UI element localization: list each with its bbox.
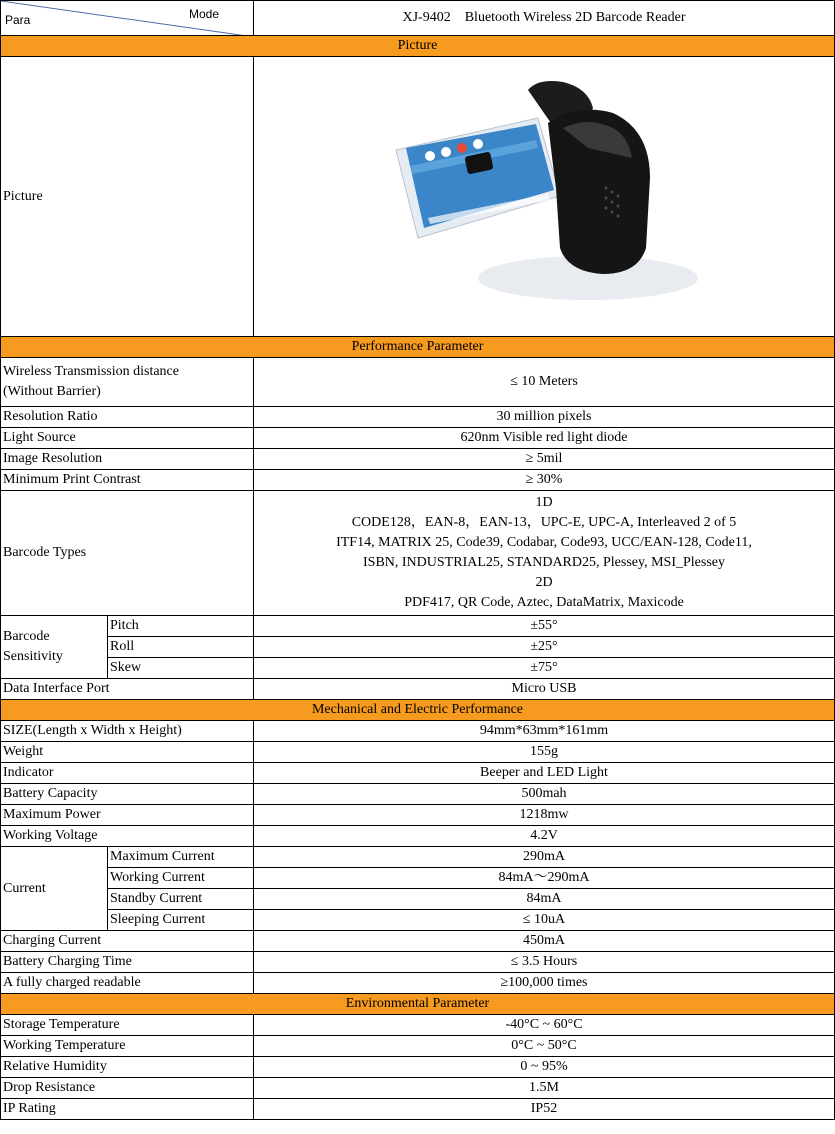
row-wireless-distance [1,358,835,407]
barcode-types-line: ITF14, MATRIX 25, Code39, Codabar, Code93, UCC/EAN-128, Code11, [336,535,752,550]
row-drop-resistance [1,1078,835,1099]
standby-current-value: 84mA [254,889,835,910]
barcode-scanner-photo-icon [388,78,700,316]
picture-row [1,57,835,337]
sleeping-current-value: ≤ 10uA [254,910,835,931]
pitch-value: ±55° [254,616,835,637]
row-battery-capacity [1,784,835,805]
product-picture-cell [254,57,835,337]
picture-label: Picture [1,57,254,337]
product-name: Bluetooth Wireless 2D Barcode Reader [464,10,686,25]
row-working-voltage [1,826,835,847]
weight-value: 155g [254,742,835,763]
wireless-label-line-1: Wireless Transmission distance [3,364,179,379]
working-current-value: 84mA～290mA [254,868,835,889]
row-readable-count [1,973,835,994]
indicator-value: Beeper and LED Light [254,763,835,784]
readable-count-value: ≥100,000 times [254,973,835,994]
row-sleeping-current [1,910,835,931]
working-temp-value: 0°C ~ 50°C [254,1036,835,1057]
mode-label: Mode [188,7,219,21]
battery-capacity-label: Battery Capacity [1,784,254,805]
storage-temp-value: -40°C ~ 60°C [254,1015,835,1036]
row-weight [1,742,835,763]
roll-value: ±25° [254,637,835,658]
section-title: Picture [1,36,835,57]
humidity-value: 0 ~ 95% [254,1057,835,1078]
barcode-types-line: PDF417, QR Code, Aztec, DataMatrix, Maxicode [404,595,684,610]
battery-capacity-value: 500mah [254,784,835,805]
max-power-label: Maximum Power [1,805,254,826]
ip-rating-label: IP Rating [1,1099,254,1120]
drop-resistance-label: Drop Resistance [1,1078,254,1099]
sensitivity-label-line-2: Sensitivity [3,649,63,664]
row-charging-current [1,931,835,952]
weight-label: Weight [1,742,254,763]
row-standby-current [1,889,835,910]
light-source-label: Light Source [1,428,254,449]
row-roll [1,637,835,658]
section-title: Environmental Parameter [1,994,835,1015]
working-temp-label: Working Temperature [1,1036,254,1057]
light-source-value: 620nm Visible red light diode [254,428,835,449]
image-resolution-value: ≥ 5mil [254,449,835,470]
data-interface-label: Data Interface Port [1,679,254,700]
skew-value: ±75° [254,658,835,679]
row-charging-time [1,952,835,973]
row-barcode-types [1,491,835,616]
sleeping-current-label: Sleeping Current [108,910,254,931]
barcode-types-line: 2D [535,575,553,590]
barcode-types-line: CODE128，EAN-8，EAN-13，UPC-E, UPC-A, Interleaved 2 of 5 [351,515,737,530]
row-working-temp [1,1036,835,1057]
row-ip-rating [1,1099,835,1120]
humidity-label: Relative Humidity [1,1057,254,1078]
resolution-ratio-label: Resolution Ratio [1,407,254,428]
ip-rating-value: IP52 [254,1099,835,1120]
roll-label: Roll [108,637,254,658]
pitch-label: Pitch [108,616,254,637]
data-interface-value: Micro USB [254,679,835,700]
row-data-interface [1,679,835,700]
barcode-types-line: ISBN, INDUSTRIAL25, STANDARD25, Plessey, MSI_Plessey [363,555,725,570]
max-current-value: 290mA [254,847,835,868]
drop-resistance-value: 1.5M [254,1078,835,1099]
charging-current-label: Charging Current [1,931,254,952]
row-working-current [1,868,835,889]
para-label: Para [5,13,31,27]
section-title: Performance Parameter [1,337,835,358]
skew-label: Skew [108,658,254,679]
section-performance [1,337,835,358]
para-mode-corner-cell [1,1,254,36]
size-label: SIZE(Length x Width x Height) [1,721,254,742]
charging-time-label: Battery Charging Time [1,952,254,973]
standby-current-label: Standby Current [108,889,254,910]
row-size [1,721,835,742]
indicator-label: Indicator [1,763,254,784]
barcode-types-value [254,491,835,616]
row-storage-temp [1,1015,835,1036]
working-current-label: Working Current [108,868,254,889]
row-humidity [1,1057,835,1078]
row-min-print-contrast [1,470,835,491]
row-max-current [1,847,835,868]
current-label: Current [1,847,108,931]
max-current-label: Maximum Current [108,847,254,868]
charging-current-value: 450mA [254,931,835,952]
header-row [1,1,835,36]
wireless-distance-value: ≤ 10 Meters [254,358,835,407]
barcode-sensitivity-label [1,616,108,679]
image-resolution-label: Image Resolution [1,449,254,470]
row-pitch [1,616,835,637]
row-resolution-ratio [1,407,835,428]
product-title [254,1,835,36]
wireless-distance-label [1,358,254,407]
storage-temp-label: Storage Temperature [1,1015,254,1036]
row-light-source [1,428,835,449]
size-value: 94mm*63mm*161mm [254,721,835,742]
row-indicator [1,763,835,784]
wireless-label-line-2: (Without Barrier) [3,384,101,399]
readable-count-label: A fully charged readable [1,973,254,994]
min-print-contrast-value: ≥ 30% [254,470,835,491]
working-voltage-label: Working Voltage [1,826,254,847]
resolution-ratio-value: 30 million pixels [254,407,835,428]
section-title: Mechanical and Electric Performance [1,700,835,721]
row-image-resolution [1,449,835,470]
section-environmental [1,994,835,1015]
sensitivity-label-line-1: Barcode [3,629,50,644]
max-power-value: 1218mw [254,805,835,826]
row-skew [1,658,835,679]
barcode-types-line: 1D [535,495,553,510]
row-max-power [1,805,835,826]
barcode-types-label: Barcode Types [1,491,254,616]
charging-time-value: ≤ 3.5 Hours [254,952,835,973]
section-mechanical [1,700,835,721]
min-print-contrast-label: Minimum Print Contrast [1,470,254,491]
working-voltage-value: 4.2V [254,826,835,847]
section-picture [1,36,835,57]
model-number: XJ-9402 [402,10,451,25]
